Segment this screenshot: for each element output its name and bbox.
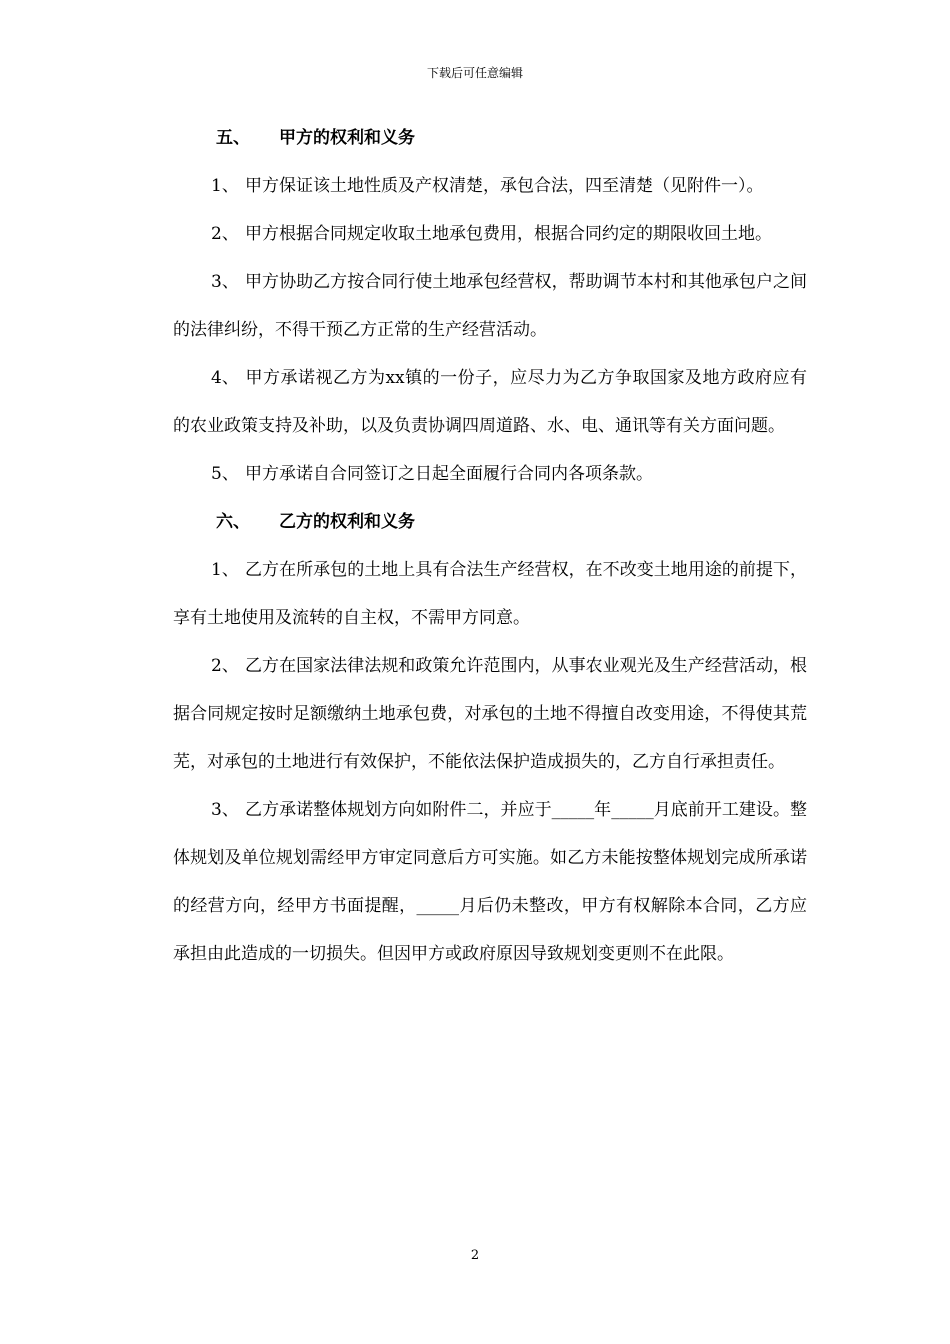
clause-text: 甲方承诺自合同签订之日起全面履行合同内各项条款。 [245,464,653,484]
clause-paragraph [173,210,807,258]
section-heading [173,114,807,162]
clause-text: 甲方承诺视乙方为xx镇的一份子，应尽力为乙方争取国家及地方政府应有的农业政策支持及补助，以及负责协调四周道路、水、电、通讯等有关方面问题。 [173,368,807,436]
page-header: 下载后可任意编辑 [426,66,523,80]
page-number: 2 [470,1248,480,1263]
clause-number: 2、 [211,656,239,676]
clause-text: 乙方承诺整体规划方向如附件二，并应于_____年_____月底前开工建设。整体规划及单位规划需经甲方审定同意后方可实施。如乙方未能按整体规划完成所承诺的经营方向，经甲方书面提醒，_____月后仍未整改，甲方有权解除本合同，乙方应承担由此造成的一切损失。但因甲方或政府原因导致规划变更则不在此限。 [173,800,807,964]
clause-text: 乙方在国家法律法规和政策允许范围内，从事农业观光及生产经营活动，根据合同规定按时足额缴纳土地承包费，对承包的土地不得擅自改变用途，不得使其荒芜，对承包的土地进行有效保护，不能依法保护造成损失的，乙方自行承担责任。 [173,656,807,772]
clause-paragraph [173,786,807,978]
clause-paragraph [173,258,807,354]
section-number: 五、 [216,128,250,148]
section-number: 六、 [216,512,250,532]
clause-text: 甲方保证该土地性质及产权清楚，承包合法，四至清楚（见附件一）。 [245,176,764,196]
clause-number: 3、 [211,272,239,292]
section-title: 乙方的权利和义务 [279,512,415,532]
section-title: 甲方的权利和义务 [279,128,415,148]
clause-paragraph [173,162,807,210]
clause-number: 1、 [211,560,239,580]
clause-text: 乙方在所承包的土地上具有合法生产经营权，在不改变土地用途的前提下，享有土地使用及流转的自主权，不需甲方同意。 [173,560,807,628]
clause-number: 3、 [211,800,239,820]
clause-number: 4、 [211,368,239,388]
clause-text: 甲方协助乙方按合同行使土地承包经营权，帮助调节本村和其他承包户之间的法律纠纷，不得干预乙方正常的生产经营活动。 [173,272,807,340]
clause-text: 甲方根据合同规定收取土地承包费用，根据合同约定的期限收回土地。 [245,224,772,244]
clause-paragraph [173,450,807,498]
clause-number: 2、 [211,224,239,244]
clause-paragraph [173,546,807,642]
document-body [173,114,807,978]
clause-number: 5、 [211,464,239,484]
section-heading [173,498,807,546]
clause-paragraph [173,642,807,786]
clause-number: 1、 [211,176,239,196]
clause-paragraph [173,354,807,450]
